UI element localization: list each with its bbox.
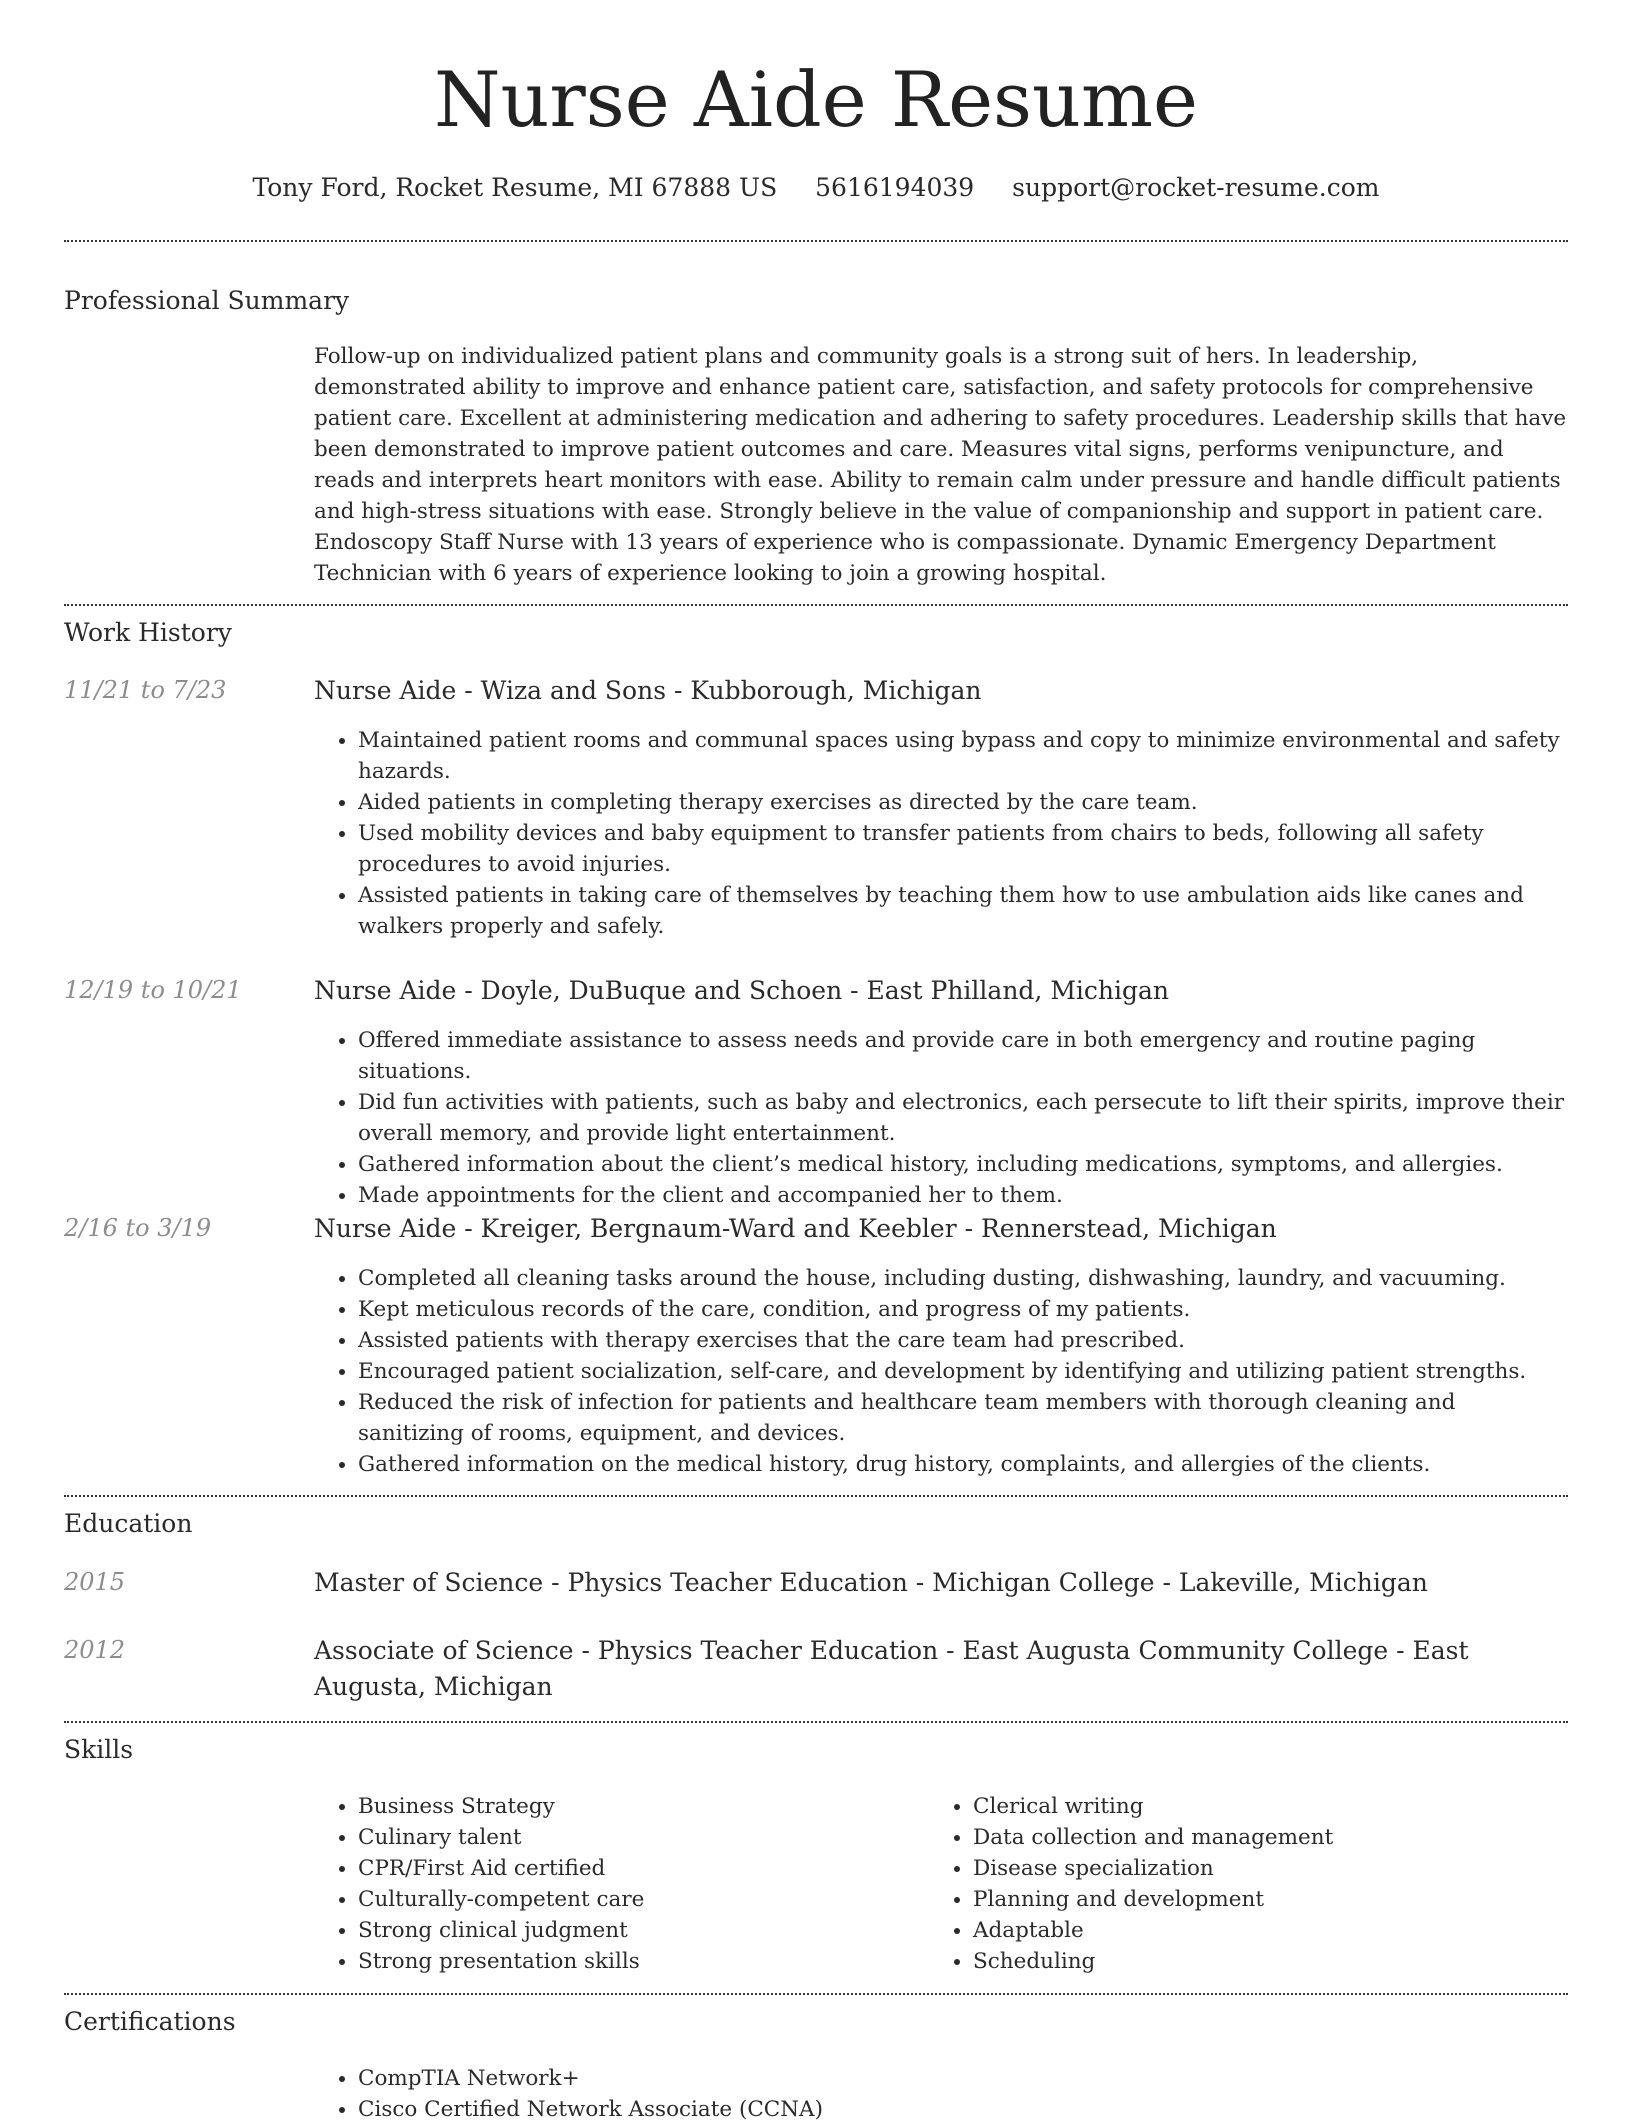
list-item: • Strong clinical judgment (358, 1915, 938, 1946)
job-dates: 12/19 to 10/21 (64, 976, 242, 1004)
contact-phone: 5616194039 (815, 173, 975, 202)
job-duties (314, 1263, 1568, 1480)
list-item: • Strong presentation skills (358, 1946, 938, 1977)
job-dates: 11/21 to 7/23 (64, 676, 227, 704)
education-year: 2012 (64, 1636, 126, 1664)
list-item: • Scheduling (973, 1946, 1573, 1977)
education-degree: Master of Science - Physics Teacher Education - Michigan College - Lakeville, Michigan (314, 1568, 1428, 1597)
contact-address: Tony Ford, Rocket Resume, MI 67888 US (252, 173, 778, 202)
list-item: • Maintained patient rooms and communal spaces using bypass and copy to minimize environmental and safety hazards. (358, 725, 1568, 787)
education-heading: Education (64, 1509, 193, 1538)
skills-heading: Skills (64, 1735, 134, 1764)
skills-list-right (929, 1791, 1573, 1977)
list-item: • Gathered information about the client’s medical history, including medications, symptoms, and allergies. (358, 1149, 1568, 1180)
list-item: • Disease specialization (973, 1853, 1573, 1884)
list-item: • CPR/First Aid certified (358, 1853, 938, 1884)
job-duties (314, 725, 1568, 942)
list-item: • Cisco Certified Network Associate (CCNA) (358, 2094, 1558, 2125)
job-title: Nurse Aide - Kreiger, Bergnaum-Ward and Keebler - Rennerstead, Michigan (314, 1214, 1277, 1243)
list-item: • Aided patients in completing therapy exercises as directed by the care team. (358, 787, 1568, 818)
list-item: • Assisted patients in taking care of themselves by teaching them how to use ambulation aids like canes and walkers properly and safely. (358, 880, 1568, 942)
list-item: • Did fun activities with patients, such as baby and electronics, each persecute to lift their spirits, improve their overall memory, and provide light entertainment. (358, 1087, 1568, 1149)
contact-line (0, 170, 1632, 206)
list-item: • Made appointments for the client and accompanied her to them. (358, 1180, 1568, 1211)
section-divider (64, 1495, 1568, 1497)
list-item: • Planning and development (973, 1884, 1573, 1915)
summary-text: Follow-up on individualized patient plans and community goals is a strong suit of hers. In leadership, demonstrated ability to improve and enhance patient care, satisfaction, and safety protocols for comprehensive patient care. Excellent at administering medication and adhering to safety procedures. Leadership skills that have been demonstrated to improve patient outcomes and care. Measures vital signs, performs venipuncture, and reads and interprets heart monitors with ease. Ability to remain calm under pressure and handle difficult patients and high-stress situations with ease. Strongly believe in the value of companionship and support in patient care. Endoscopy Staff Nurse with 13 years of experience who is compassionate. Dynamic Emergency Department Technician with 6 years of experience looking to join a growing hospital. (314, 344, 1567, 586)
job-duties (314, 1025, 1568, 1211)
section-divider (64, 604, 1568, 606)
list-item: • Business Strategy (358, 1791, 938, 1822)
list-item: • Used mobility devices and baby equipment to transfer patients from chairs to beds, following all safety procedures to avoid injuries. (358, 818, 1568, 880)
list-item: • Assisted patients with therapy exercises that the care team had prescribed. (358, 1325, 1568, 1356)
section-divider (64, 1721, 1568, 1723)
list-item: • Completed all cleaning tasks around the house, including dusting, dishwashing, laundry, and vacuuming. (358, 1263, 1568, 1294)
certifications-list (314, 2063, 1558, 2125)
summary-heading: Professional Summary (64, 286, 350, 315)
list-item: • Adaptable (973, 1915, 1573, 1946)
certifications-heading: Certifications (64, 2007, 236, 2036)
list-item: • Gathered information on the medical history, drug history, complaints, and allergies of the clients. (358, 1449, 1568, 1480)
section-divider (64, 1993, 1568, 1995)
resume-title: Nurse Aide Resume (433, 55, 1199, 144)
list-item: • Encouraged patient socialization, self-care, and development by identifying and utilizing patient strengths. (358, 1356, 1568, 1387)
list-item: • Kept meticulous records of the care, condition, and progress of my patients. (358, 1294, 1568, 1325)
list-item: • Culinary talent (358, 1822, 938, 1853)
section-divider (64, 240, 1568, 242)
job-dates: 2/16 to 3/19 (64, 1214, 212, 1242)
list-item: • Reduced the risk of infection for patients and healthcare team members with thorough cleaning and sanitizing of rooms, equipment, and devices. (358, 1387, 1568, 1449)
list-item: • Data collection and management (973, 1822, 1573, 1853)
job-title: Nurse Aide - Wiza and Sons - Kubborough, Michigan (314, 676, 982, 705)
education-year: 2015 (64, 1568, 126, 1596)
skills-list-left (314, 1791, 938, 1977)
list-item: • CompTIA Network+ (358, 2063, 1558, 2094)
work-history-heading: Work History (64, 618, 232, 647)
job-title: Nurse Aide - Doyle, DuBuque and Schoen - East Philland, Michigan (314, 976, 1170, 1005)
list-item: • Clerical writing (973, 1791, 1573, 1822)
education-degree: Associate of Science - Physics Teacher Education - East Augusta Community College - East Augusta, Michigan (314, 1636, 1469, 1701)
contact-email: support@rocket-resume.com (1012, 173, 1380, 202)
list-item: • Culturally-competent care (358, 1884, 938, 1915)
list-item: • Offered immediate assistance to assess needs and provide care in both emergency and routine paging situations. (358, 1025, 1568, 1087)
